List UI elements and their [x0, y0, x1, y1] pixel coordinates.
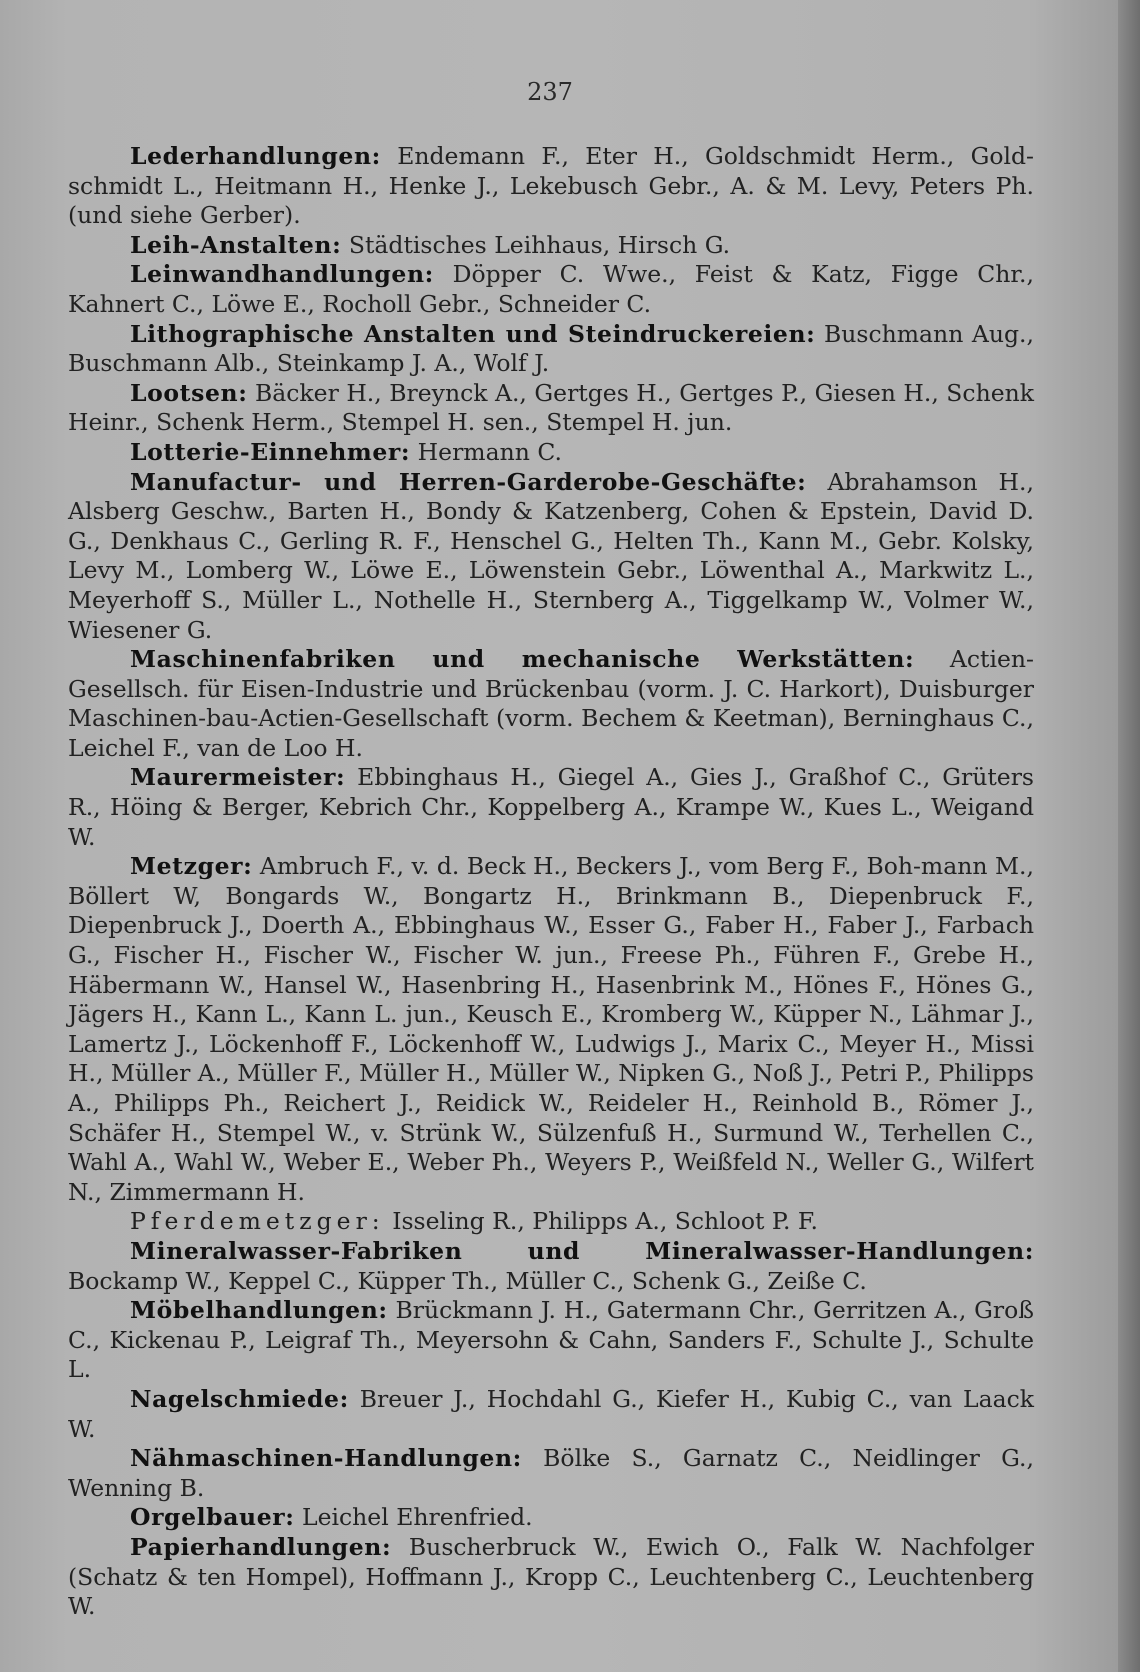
page-number: 237	[527, 78, 573, 106]
entry-leinwandhandlungen	[68, 260, 1034, 319]
entry-heading: Leinwandhandlungen:	[130, 260, 434, 289]
entry-leih-anstalten	[68, 231, 1034, 261]
page-edge-shadow	[1118, 0, 1140, 1672]
entry-text: Ambruch F., v. d. Beck H., Beckers J., vom Berg F., Boh-mann M., Böllert W, Bongards W., Bongartz H., Brinkmann B., Diepenbruck F., Diepenbruck J., Doerth A., Ebbinghaus W., Esser G., Faber H., Faber J., Farbach G., Fischer H., Fischer W., Fischer W. jun., Freese Ph., Führen F., Grebe H., Häbermann W., Hansel W., Hasenbring H., Hasenbrink M., Hönes F., Hönes G., Jägers H., Kann L., Kann L. jun., Keusch E., Kromberg W., Küpper N., Lähmar J., Lamertz J., Löckenhoff F., Löckenhoff W., Ludwigs J., Marix C., Meyer H., Missi H., Müller A., Müller F., Müller H., Müller W., Nipken G., Noß J., Petri P., Philipps A., Philipps Ph., Reichert J., Reidick W., Reideler H., Reinhold B., Römer J., Schäfer H., Stempel W., v. Strünk W., Sülzenfuß H., Surmund W., Terhellen C., Wahl A., Wahl W., Weber E., Weber Ph., Weyers P., Weißfeld N., Weller G., Wilfert N., Zimmermann H.	[68, 852, 1034, 1206]
entry-moebelhandlungen	[68, 1296, 1034, 1385]
entry-manufactur	[68, 468, 1034, 646]
entry-lootsen	[68, 379, 1034, 438]
entry-text: Brückmann J. H., Gatermann Chr., Gerritzen A., Groß C., Kickenau P., Leigraf Th., Meyersohn & Cahn, Sanders F., Schulte J., Schulte L.	[68, 1296, 1034, 1384]
entry-heading: Metzger:	[130, 852, 253, 881]
entry-heading: Mineralwasser-Fabriken und Mineralwasser-Handlungen:	[130, 1236, 1034, 1265]
entry-heading: Manufactur- und Herren-Garderobe-Geschäfte:	[130, 467, 807, 496]
entry-heading: Maurermeister:	[130, 763, 346, 792]
entry-heading: Maschinenfabriken und mechanische Werkstätten:	[130, 645, 915, 674]
entry-subheading: Pferdemetzger:	[130, 1207, 385, 1236]
entry-text: Bölke S., Garnatz C., Neidlinger G., Wenning B.	[68, 1444, 1034, 1502]
entry-heading: Lotterie-Einnehmer:	[130, 437, 411, 466]
entry-text: Actien-Gesellsch. für Eisen-Industrie und Brückenbau (vorm. J. C. Harkort), Duisburger Maschinen-bau-Actien-Gesellschaft (vorm. Bechem & Keetman), Berninghaus C., Leichel F., van de Loo H.	[68, 645, 1034, 762]
entry-heading: Lithographische Anstalten und Steindruckereien:	[130, 319, 816, 348]
entry-text: Abrahamson H., Alsberg Geschw., Barten H., Bondy & Katzenberg, Cohen & Epstein, David D. G., Denkhaus C., Gerling R. F., Henschel G., Helten Th., Kann M., Gebr. Kolsky, Levy M., Lomberg W., Löwe E., Löwenstein Gebr., Löwenthal A., Markwitz L., Meyerhoff S., Müller L., Nothelle H., Sternberg A., Tiggelkamp W., Volmer W., Wiesener G.	[68, 467, 1034, 644]
entry-pferdemetzger	[68, 1207, 1034, 1237]
entry-heading: Nagelschmiede:	[130, 1384, 349, 1413]
entry-lithographische-anstalten	[68, 320, 1034, 379]
entry-text: Isseling R., Philipps A., Schloot P. F.	[384, 1207, 818, 1236]
entry-heading: Möbelhandlungen:	[130, 1296, 388, 1325]
entry-naehmaschinen	[68, 1444, 1034, 1503]
entry-papierhandlungen	[68, 1533, 1034, 1622]
entry-heading: Orgelbauer:	[130, 1503, 295, 1532]
entry-heading: Lederhandlungen:	[130, 142, 381, 170]
entry-maurermeister	[68, 763, 1034, 852]
directory-listing	[68, 142, 1034, 1622]
entry-text: Döpper C. Wwe., Feist & Katz, Figge Chr., Kahnert C., Löwe E., Rocholl Gebr., Schneider C.	[68, 260, 1034, 318]
entry-text: Städtisches Leihhaus, Hirsch G.	[341, 230, 731, 259]
entry-mineralwasser	[68, 1237, 1034, 1296]
entry-text: Leichel Ehrenfried.	[294, 1503, 533, 1532]
entry-lotterie-einnehmer	[68, 438, 1034, 468]
entry-text: Bäcker H., Breynck A., Gertges H., Gertges P., Giesen H., Schenk Heinr., Schenk Herm., Stempel H. sen., Stempel H. jun.	[68, 378, 1034, 437]
entry-heading: Lootsen:	[130, 378, 248, 407]
entry-metzger	[68, 852, 1034, 1207]
entry-nagelschmiede	[68, 1385, 1034, 1444]
entry-text: Buscherbruck W., Ewich O., Falk W. Nachfolger (Schatz & ten Hompel), Hoffmann J., Kropp C., Leuchtenberg C., Leuchtenberg W.	[68, 1532, 1034, 1621]
entry-text: Buschmann Aug., Buschmann Alb., Steinkamp J. A., Wolf J.	[68, 319, 1034, 378]
entry-heading: Leih-Anstalten:	[130, 230, 342, 259]
entry-heading: Papierhandlungen:	[130, 1532, 392, 1561]
entry-text: Hermann C.	[410, 437, 562, 466]
entry-orgelbauer	[68, 1503, 1034, 1533]
entry-lederhandlungen	[68, 142, 1034, 231]
entry-text: Endemann F., Eter H., Goldschmidt Herm., Gold-schmidt L., Heitmann H., Henke J., Lekebusch Gebr., A. & M. Levy, Peters Ph. (und siehe Gerber).	[68, 142, 1034, 230]
entry-text: Ebbinghaus H., Giegel A., Gies J., Graßhof C., Grüters R., Höing & Berger, Kebrich Chr., Koppelberg A., Krampe W., Kues L., Weigand W.	[68, 763, 1034, 851]
entry-text: Bockamp W., Keppel C., Küpper Th., Müller C., Schenk G., Zeiße C.	[68, 1266, 867, 1295]
entry-text: Breuer J., Hochdahl G., Kiefer H., Kubig C., van Laack W.	[68, 1384, 1034, 1443]
entry-maschinenfabriken	[68, 645, 1034, 763]
entry-heading: Nähmaschinen-Handlungen:	[130, 1444, 522, 1473]
